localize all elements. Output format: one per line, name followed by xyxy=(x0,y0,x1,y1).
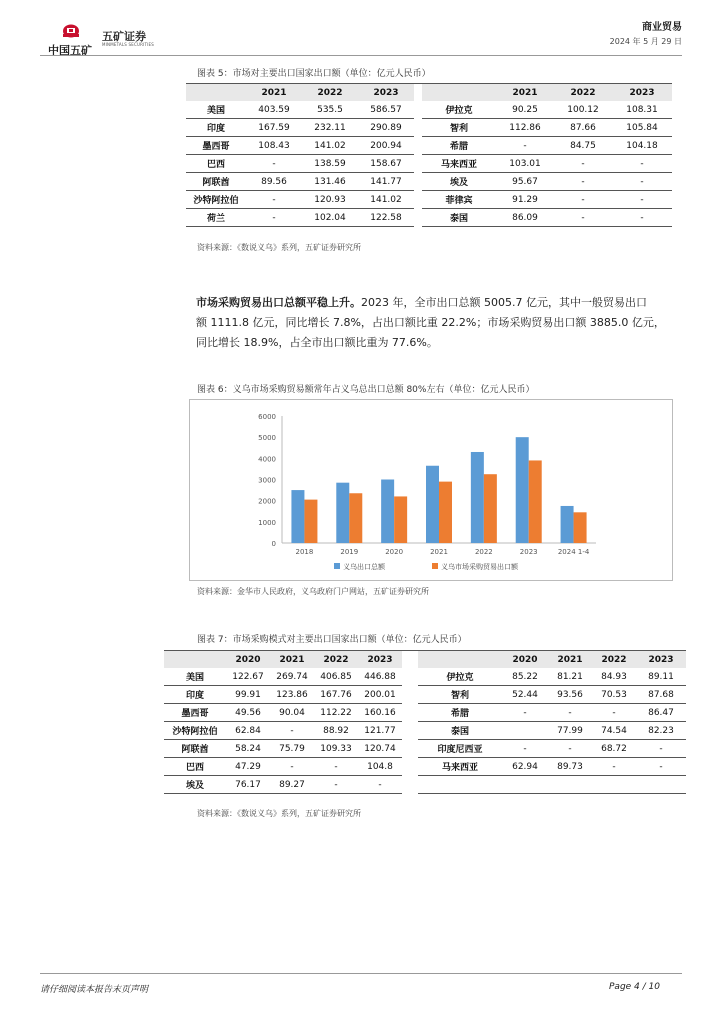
company-logo xyxy=(46,22,156,56)
table5-value-cell: - xyxy=(246,209,302,227)
x-tick-label: 2020 xyxy=(385,548,404,556)
table5-gap-cell xyxy=(414,155,422,173)
table5-row xyxy=(186,101,672,119)
table7-header-row xyxy=(164,651,686,669)
legend-label: 义乌市场采购贸易出口额 xyxy=(441,563,518,571)
x-tick-label: 2023 xyxy=(519,548,538,556)
report-category: 商业贸易 xyxy=(642,22,682,33)
table7-country-cell: 伊拉克 xyxy=(418,668,502,686)
paragraph-line-3: 同比增长 18.9%，占全市出口额比重为 77.6%。 xyxy=(196,336,438,349)
table5-value-cell: 141.02 xyxy=(302,137,358,155)
bar-total-export xyxy=(381,480,394,544)
chart6-frame xyxy=(189,399,673,581)
table7-country-cell xyxy=(418,776,502,794)
table7-row xyxy=(164,722,686,740)
table7-value-cell: 88.92 xyxy=(314,722,358,740)
chart6-svg xyxy=(190,400,672,580)
table7-value-cell: 47.29 xyxy=(226,758,270,776)
table7-value-cell: 62.94 xyxy=(502,758,548,776)
table7-value-cell: 406.85 xyxy=(314,668,358,686)
table7-value-cell: 99.91 xyxy=(226,686,270,704)
table5-gap-cell xyxy=(414,173,422,191)
table5-header-blank xyxy=(186,84,246,102)
table7-value-cell: - xyxy=(548,740,592,758)
table5-row xyxy=(186,155,672,173)
table7-country-cell: 希腊 xyxy=(418,704,502,722)
table7-value-cell: - xyxy=(314,776,358,794)
table7-value-cell: 62.84 xyxy=(226,722,270,740)
table7-value-cell: 89.27 xyxy=(270,776,314,794)
y-tick-label: 5000 xyxy=(258,434,276,443)
table5-gap-cell xyxy=(414,101,422,119)
table7-value-cell xyxy=(502,776,548,794)
table5-row xyxy=(186,191,672,209)
table7-value-cell: 109.33 xyxy=(314,740,358,758)
table5-country-cell: 埃及 xyxy=(422,173,496,191)
table5-value-cell: - xyxy=(246,191,302,209)
table5-row xyxy=(186,209,672,227)
table7-value-cell: 58.24 xyxy=(226,740,270,758)
bar-total-export xyxy=(336,483,349,543)
table5-value-cell: 86.09 xyxy=(496,209,554,227)
table5-value-cell: - xyxy=(554,209,612,227)
y-tick-label: 2000 xyxy=(258,497,276,506)
table5-value-cell: - xyxy=(554,191,612,209)
table5-value-cell: 535.5 xyxy=(302,101,358,119)
bar-market-procurement xyxy=(394,496,407,543)
table7-value-cell: 89.11 xyxy=(636,668,686,686)
table7-header-gap xyxy=(402,651,418,669)
table7-value-cell: 160.16 xyxy=(358,704,402,722)
bar-market-procurement xyxy=(574,512,587,543)
table5-header-year: 2023 xyxy=(612,84,672,102)
table7-value-cell: 90.04 xyxy=(270,704,314,722)
brand-name: 五矿证券 xyxy=(102,30,146,43)
table7-caption: 图表 7：市场采购模式对主要出口国家出口额（单位：亿元人民币） xyxy=(197,635,467,645)
table7-value-cell xyxy=(636,776,686,794)
table7-value-cell: 89.73 xyxy=(548,758,592,776)
chart6-caption: 图表 6：义乌市场采购贸易额常年占义乌总出口总额 80%左右（单位：亿元人民币） xyxy=(197,385,535,395)
table7-value-cell: - xyxy=(270,758,314,776)
header-divider xyxy=(40,55,682,56)
table7-country-cell: 智利 xyxy=(418,686,502,704)
body-paragraph xyxy=(196,293,686,353)
table7-value-cell: 75.79 xyxy=(270,740,314,758)
table7-value-cell: 200.01 xyxy=(358,686,402,704)
table5-value-cell: 95.67 xyxy=(496,173,554,191)
y-tick-label: 0 xyxy=(271,540,276,548)
paragraph-line-1 xyxy=(196,293,686,313)
table5-country-cell: 马来西亚 xyxy=(422,155,496,173)
x-tick-label: 2024 1-4 xyxy=(557,548,590,556)
table5-country-cell: 沙特阿拉伯 xyxy=(186,191,246,209)
table5-header-year: 2021 xyxy=(496,84,554,102)
x-tick-label: 2022 xyxy=(474,548,493,556)
table7-value-cell: 120.74 xyxy=(358,740,402,758)
y-tick-label: 4000 xyxy=(258,455,276,464)
table7-country-cell: 埃及 xyxy=(164,776,226,794)
table7-value-cell: 68.72 xyxy=(592,740,636,758)
table5-value-cell: 90.25 xyxy=(496,101,554,119)
y-tick-label: 1000 xyxy=(258,518,276,527)
table7-row xyxy=(164,668,686,686)
table7-value-cell: 446.88 xyxy=(358,668,402,686)
table5-country-cell: 印度 xyxy=(186,119,246,137)
table5-country-cell: 巴西 xyxy=(186,155,246,173)
table5-value-cell: 586.57 xyxy=(358,101,414,119)
table7-value-cell: 82.23 xyxy=(636,722,686,740)
table7-value-cell: - xyxy=(548,704,592,722)
legend-swatch xyxy=(432,563,438,569)
table5-value-cell: 105.84 xyxy=(612,119,672,137)
footer-disclaimer: 请仔细阅读本报告末页声明 xyxy=(40,985,149,995)
table7-value-cell: 85.22 xyxy=(502,668,548,686)
table7-value-cell: - xyxy=(592,758,636,776)
table5-value-cell: 108.43 xyxy=(246,137,302,155)
table7-gap-cell xyxy=(402,686,418,704)
table5-header-row xyxy=(186,84,672,102)
bar-total-export xyxy=(561,506,574,543)
table7-value-cell: 76.17 xyxy=(226,776,270,794)
table7-header-year: 2022 xyxy=(314,651,358,669)
paragraph-line-2: 额 1111.8 亿元，同比增长 7.8%，占出口额比重 22.2%；市场采购贸易出口额 3885.0 亿元， xyxy=(196,316,665,329)
legend-label: 义乌出口总额 xyxy=(343,563,385,571)
table7-value-cell: 122.67 xyxy=(226,668,270,686)
table7-row xyxy=(164,776,686,794)
table5-row xyxy=(186,137,672,155)
table7-header-year: 2023 xyxy=(636,651,686,669)
table7-value-cell xyxy=(502,722,548,740)
table5-value-cell: - xyxy=(612,173,672,191)
table7-value-cell xyxy=(548,776,592,794)
table7-row xyxy=(164,704,686,722)
y-tick-label: 6000 xyxy=(258,413,276,421)
table5-row xyxy=(186,119,672,137)
paragraph-heading: 市场采购贸易出口总额平稳上升。 xyxy=(196,296,361,309)
table5-value-cell: 112.86 xyxy=(496,119,554,137)
page-number: Page 4 / 10 xyxy=(609,982,660,992)
table5-value-cell: 141.02 xyxy=(358,191,414,209)
table5-caption: 图表 5：市场对主要出口国家出口额（单位：亿元人民币） xyxy=(197,69,431,79)
table7-header-blank xyxy=(418,651,502,669)
bar-total-export xyxy=(426,466,439,543)
table5-country-cell: 智利 xyxy=(422,119,496,137)
table7-country-cell: 美国 xyxy=(164,668,226,686)
table5-value-cell: 100.12 xyxy=(554,101,612,119)
table7-header-year: 2020 xyxy=(502,651,548,669)
table7-gap-cell xyxy=(402,722,418,740)
table5-value-cell: - xyxy=(496,137,554,155)
table5-value-cell: 84.75 xyxy=(554,137,612,155)
table7-header-year: 2020 xyxy=(226,651,270,669)
table5-header-gap xyxy=(414,84,422,102)
table7-gap-cell xyxy=(402,668,418,686)
table5-value-cell: 131.46 xyxy=(302,173,358,191)
table5-country-cell: 墨西哥 xyxy=(186,137,246,155)
table5-country-cell: 阿联酋 xyxy=(186,173,246,191)
table7-value-cell: 121.77 xyxy=(358,722,402,740)
table5-value-cell: - xyxy=(554,155,612,173)
table7-value-cell: - xyxy=(502,740,548,758)
table7-value-cell: 77.99 xyxy=(548,722,592,740)
table5-header-year: 2021 xyxy=(246,84,302,102)
bar-market-procurement xyxy=(304,500,317,543)
table5-value-cell: - xyxy=(554,173,612,191)
table7-gap-cell xyxy=(402,704,418,722)
brand-name-en: MINMETALS SECURITIES xyxy=(102,42,154,47)
table7-value-cell: - xyxy=(314,758,358,776)
table7-value-cell: - xyxy=(270,722,314,740)
x-tick-label: 2018 xyxy=(295,548,314,556)
table5-value-cell: - xyxy=(246,155,302,173)
minmetals-emblem-icon xyxy=(60,24,82,38)
report-date: 2024 年 5 月 29 日 xyxy=(609,37,682,46)
table7-value-cell: - xyxy=(636,740,686,758)
table5-header-blank xyxy=(422,84,496,102)
table7-value-cell: 123.86 xyxy=(270,686,314,704)
table7-row xyxy=(164,758,686,776)
table5-value-cell: 290.89 xyxy=(358,119,414,137)
table5-gap-cell xyxy=(414,137,422,155)
table5-value-cell: 87.66 xyxy=(554,119,612,137)
table5-header-year: 2022 xyxy=(554,84,612,102)
table7-value-cell: 269.74 xyxy=(270,668,314,686)
table5-value-cell: 158.67 xyxy=(358,155,414,173)
table5-country-cell: 泰国 xyxy=(422,209,496,227)
bar-market-procurement xyxy=(484,474,497,543)
table7-gap-cell xyxy=(402,758,418,776)
table7-header-year: 2021 xyxy=(548,651,592,669)
bar-total-export xyxy=(516,437,529,543)
table7-country-cell: 巴西 xyxy=(164,758,226,776)
chart6-source: 资料来源：金华市人民政府，义乌政府门户网站，五矿证券研究所 xyxy=(197,587,429,596)
table7-value-cell: 74.54 xyxy=(592,722,636,740)
table7-header-blank xyxy=(164,651,226,669)
table5-value-cell: 403.59 xyxy=(246,101,302,119)
table5-value-cell: 122.58 xyxy=(358,209,414,227)
table7-value-cell xyxy=(592,776,636,794)
table5-country-cell: 伊拉克 xyxy=(422,101,496,119)
table7-value-cell: - xyxy=(358,776,402,794)
x-tick-label: 2021 xyxy=(430,548,448,556)
table7-header-year: 2021 xyxy=(270,651,314,669)
table7-country-cell: 阿联酋 xyxy=(164,740,226,758)
table7-row xyxy=(164,686,686,704)
table7-value-cell: 93.56 xyxy=(548,686,592,704)
table5-value-cell: 200.94 xyxy=(358,137,414,155)
table7-country-cell: 印度尼西亚 xyxy=(418,740,502,758)
table5-row xyxy=(186,173,672,191)
table7-value-cell: 104.8 xyxy=(358,758,402,776)
table5-header-year: 2022 xyxy=(302,84,358,102)
table7-gap-cell xyxy=(402,740,418,758)
table7-value-cell: 52.44 xyxy=(502,686,548,704)
table5-country-cell: 美国 xyxy=(186,101,246,119)
table7-value-cell: 84.93 xyxy=(592,668,636,686)
table5-value-cell: 102.04 xyxy=(302,209,358,227)
legend-swatch xyxy=(334,563,340,569)
table7-value-cell: - xyxy=(592,704,636,722)
y-tick-label: 3000 xyxy=(258,476,276,485)
table5-value-cell: 108.31 xyxy=(612,101,672,119)
table5-value-cell: 138.59 xyxy=(302,155,358,173)
table7-row xyxy=(164,740,686,758)
table7-value-cell: - xyxy=(502,704,548,722)
logo-text-cn: 中国五矿 xyxy=(48,44,92,57)
table7-country-cell: 马来西亚 xyxy=(418,758,502,776)
table5-value-cell: - xyxy=(612,209,672,227)
table5-value-cell: - xyxy=(612,155,672,173)
table7-value-cell: 49.56 xyxy=(226,704,270,722)
bar-total-export xyxy=(291,490,304,543)
table5-value-cell: 89.56 xyxy=(246,173,302,191)
table7-header-year: 2023 xyxy=(358,651,402,669)
table5-value-cell: 141.77 xyxy=(358,173,414,191)
table7-country-cell: 沙特阿拉伯 xyxy=(164,722,226,740)
table7-value-cell: 70.53 xyxy=(592,686,636,704)
table7-header-year: 2022 xyxy=(592,651,636,669)
table5-value-cell: 167.59 xyxy=(246,119,302,137)
table5-value-cell: 120.93 xyxy=(302,191,358,209)
table5-value-cell: 91.29 xyxy=(496,191,554,209)
table5-country-cell: 希腊 xyxy=(422,137,496,155)
paragraph-line-1-text: 2023 年，全市出口总额 5005.7 亿元，其中一般贸易出口 xyxy=(361,296,647,309)
table5-source: 资料来源：《数说义乌》系列，五矿证券研究所 xyxy=(197,243,361,252)
table7-country-cell: 墨西哥 xyxy=(164,704,226,722)
footer-divider xyxy=(40,973,682,974)
table7-value-cell: 81.21 xyxy=(548,668,592,686)
table7-gap-cell xyxy=(402,776,418,794)
table5-value-cell: 232.11 xyxy=(302,119,358,137)
table7-value-cell: 87.68 xyxy=(636,686,686,704)
table5-value-cell: - xyxy=(612,191,672,209)
table5-value-cell: 103.01 xyxy=(496,155,554,173)
table5 xyxy=(186,83,672,227)
bar-market-procurement xyxy=(529,460,542,543)
table5-country-cell: 荷兰 xyxy=(186,209,246,227)
table5-gap-cell xyxy=(414,209,422,227)
table5-country-cell: 菲律宾 xyxy=(422,191,496,209)
bar-market-procurement xyxy=(439,482,452,543)
table5-value-cell: 104.18 xyxy=(612,137,672,155)
bar-market-procurement xyxy=(349,493,362,543)
table7-value-cell: - xyxy=(636,758,686,776)
bar-total-export xyxy=(471,452,484,543)
table7 xyxy=(164,650,686,794)
table7-value-cell: 112.22 xyxy=(314,704,358,722)
table7-value-cell: 86.47 xyxy=(636,704,686,722)
table7-source: 资料来源：《数说义乌》系列，五矿证券研究所 xyxy=(197,809,361,818)
table7-country-cell: 印度 xyxy=(164,686,226,704)
x-tick-label: 2019 xyxy=(340,548,359,556)
table7-value-cell: 167.76 xyxy=(314,686,358,704)
table5-gap-cell xyxy=(414,119,422,137)
table5-header-year: 2023 xyxy=(358,84,414,102)
table5-gap-cell xyxy=(414,191,422,209)
table7-country-cell: 泰国 xyxy=(418,722,502,740)
